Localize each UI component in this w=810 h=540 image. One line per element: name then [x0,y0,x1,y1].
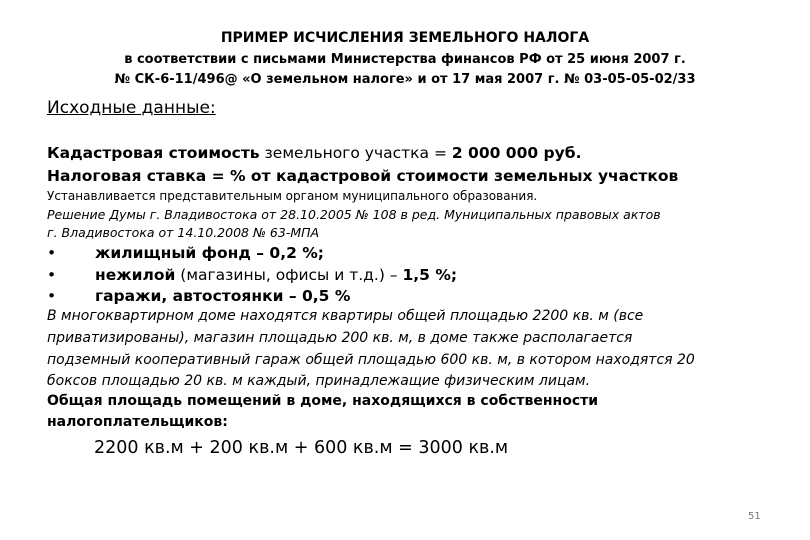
bullet-bold: гаражи, автостоянки – 0,5 % [95,287,351,305]
page-title: ПРИМЕР ИСЧИСЛЕНИЯ ЗЕМЕЛЬНОГО НАЛОГА [220,30,590,46]
section-heading: Исходные данные: [47,98,216,118]
total-area-line: налогоплательщиков: [47,414,228,430]
established-line: Устанавливается представительным органом муниципального образования. [47,189,538,203]
cadastral-label: Кадастровая стоимость [47,144,260,162]
tax-rate-text: Налоговая ставка = % от кадастровой стоимости земельных участков [47,167,679,185]
subtitle-line-2: № СК-6-11/496@ «О земельном налоге» и от 17 мая 2007 г. № 03-05-05-02/33 [114,72,696,87]
decision-line-1: Решение Думы г. Владивостока от 28.10.2005 № 108 в ред. Муниципальных правовых актов [47,207,661,222]
bullet-tail: 1,5 %; [402,266,458,284]
paragraph-line: приватизированы), магазин площадью 200 кв. м, в доме также располагается [47,330,633,346]
bullet-bold: нежилой [95,266,176,284]
area-formula: 2200 кв.м + 200 кв.м + 600 кв.м = 3000 кв.м [94,438,509,458]
tax-rate-line [47,167,678,185]
page-number: 51 [748,511,761,522]
total-area-line: Общая площадь помещений в доме, находящихся в собственности [47,393,599,409]
paragraph-line: В многоквартирном доме находятся квартиры общей площадью 2200 кв. м (все [47,308,644,324]
bullet-normal: (магазины, офисы и т.д.) – [175,266,403,284]
bullet-marker: • [47,287,57,305]
cadastral-value-line [47,144,581,162]
cadastral-text: земельного участка = [259,144,452,162]
decision-line-2: г. Владивостока от 14.10.2008 № 63-МПА [47,225,320,240]
bullet-bold: жилищный фонд – 0,2 %; [95,244,324,262]
subtitle-line-1: в соответствии с письмами Министерства финансов РФ от 25 июня 2007 г. [124,52,686,67]
paragraph-line: подземный кооперативный гараж общей площадью 600 кв. м, в котором находятся 20 [47,352,695,368]
cadastral-value: 2 000 000 руб. [451,144,582,162]
paragraph-line: боксов площадью 20 кв. м каждый, принадлежащие физическим лицам. [47,373,591,389]
bullet-marker: • [47,244,57,262]
bullet-marker: • [47,266,57,284]
